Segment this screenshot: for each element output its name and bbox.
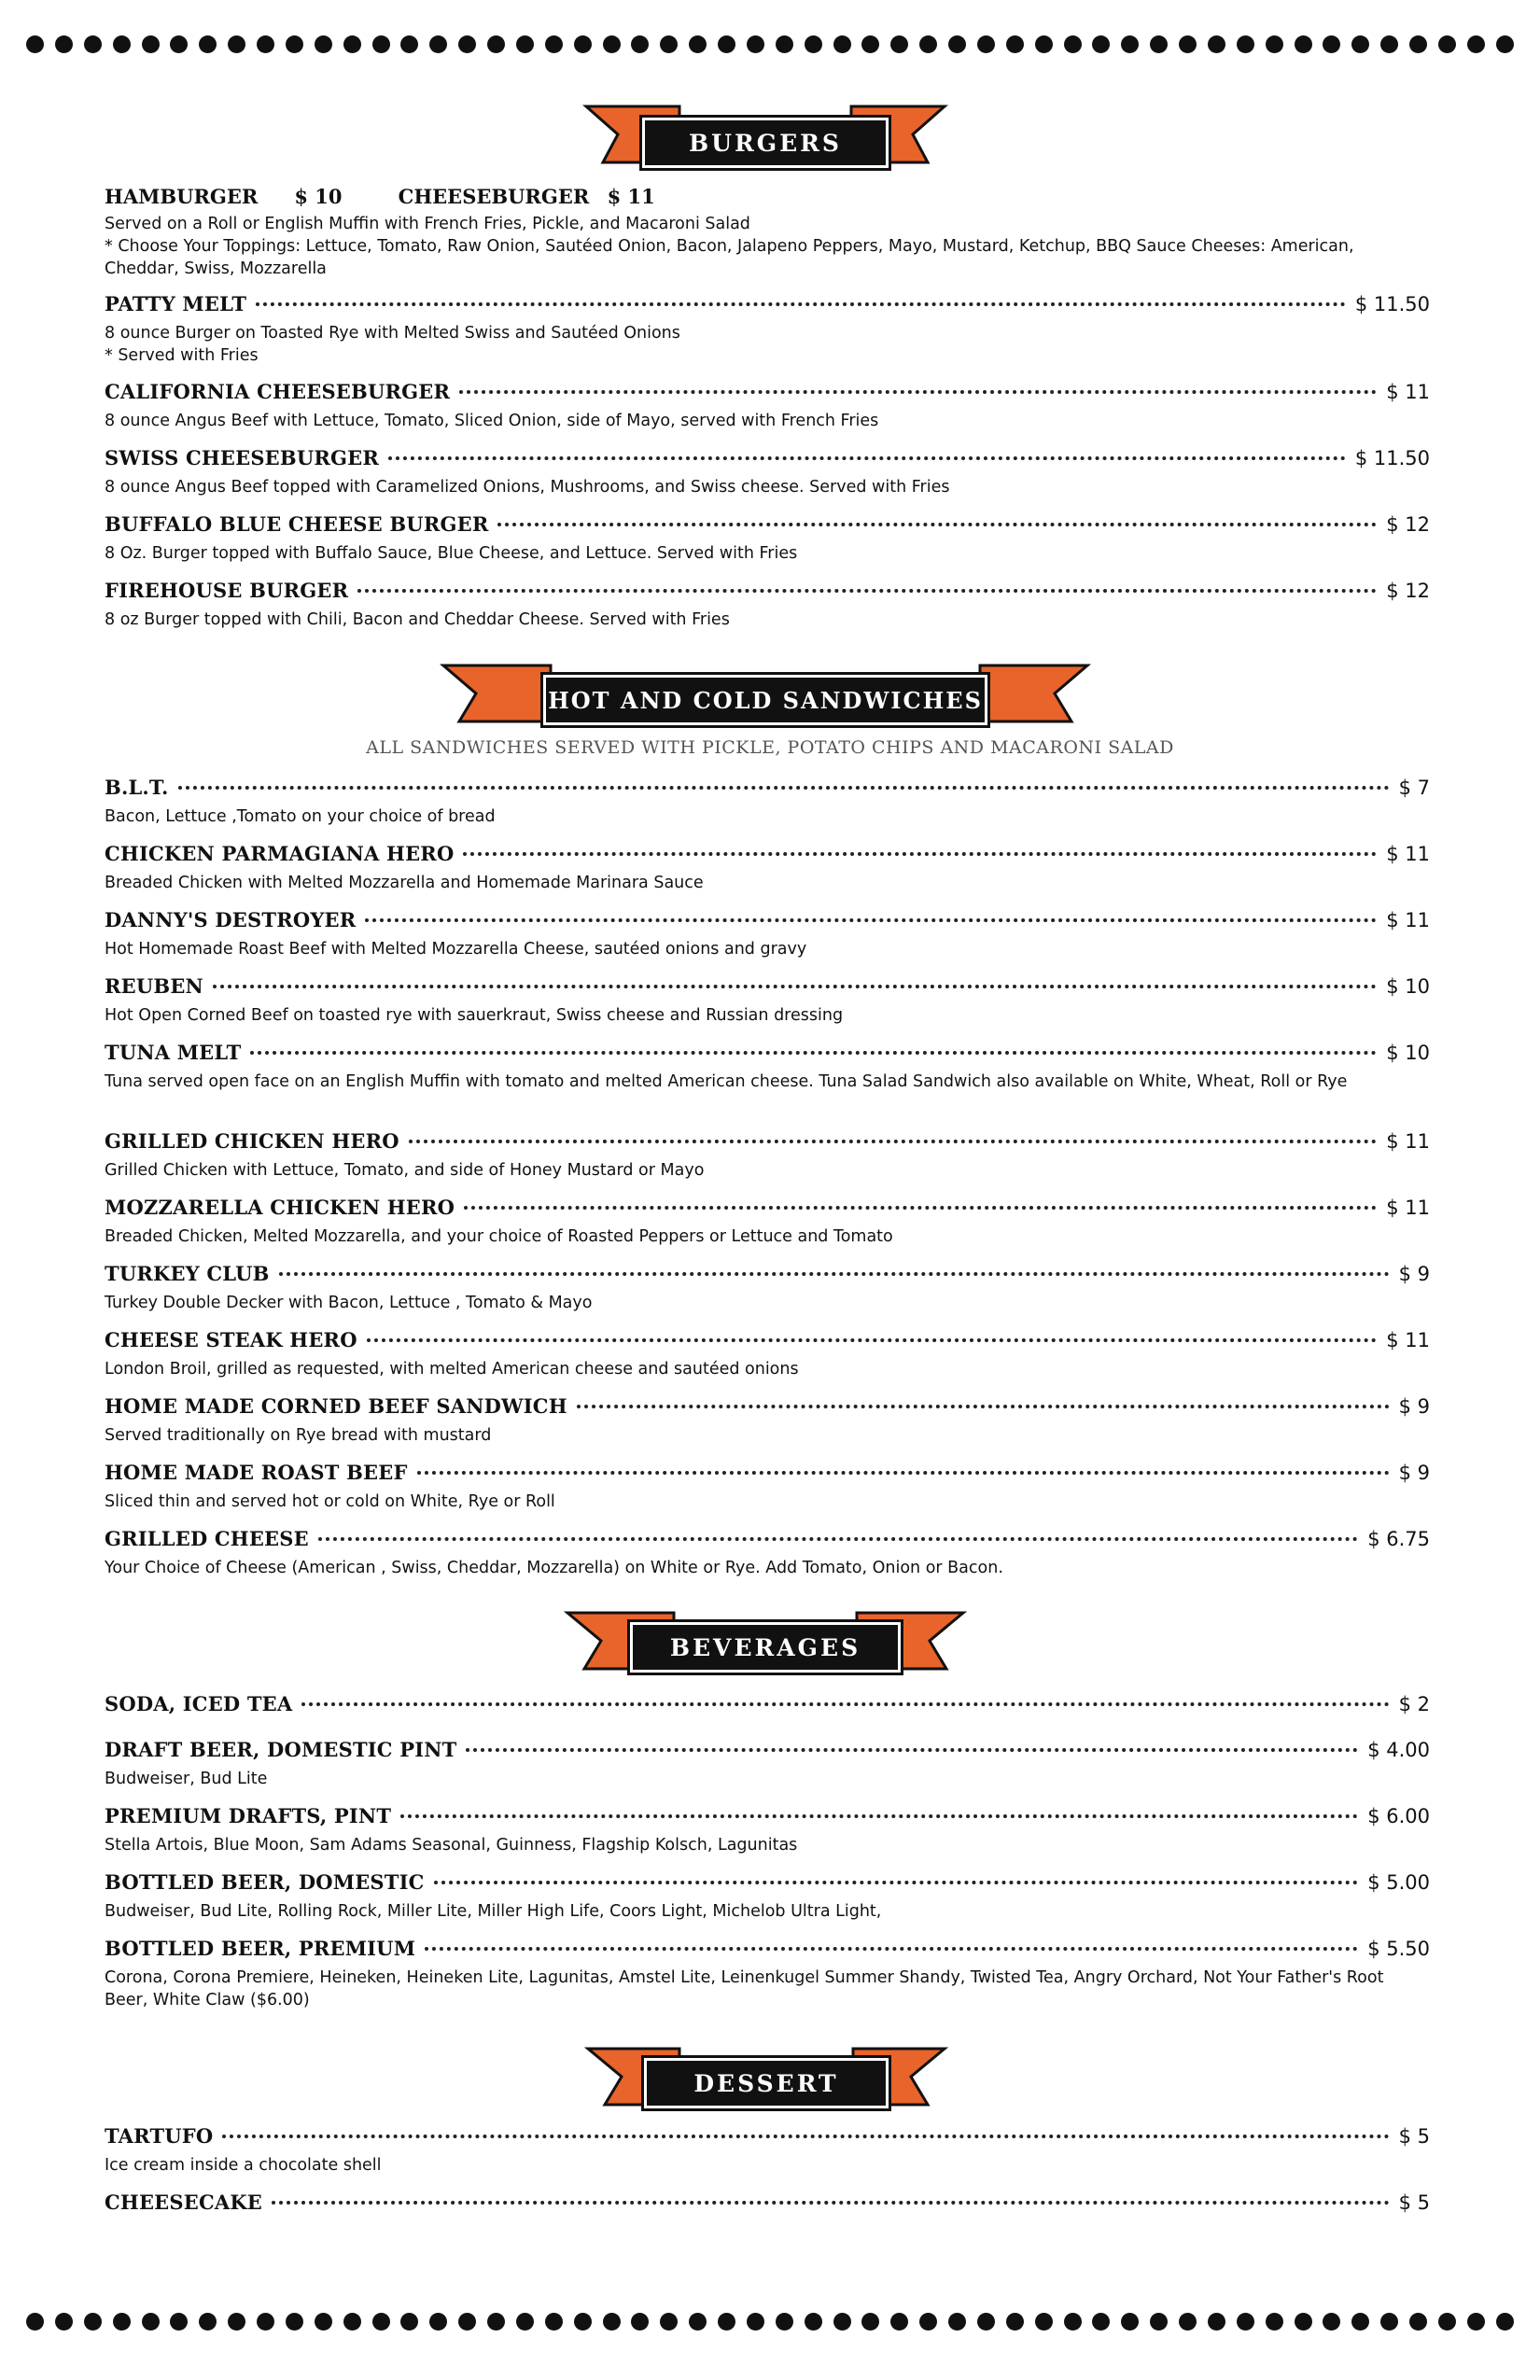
border-dot (1496, 35, 1514, 53)
item-price: $ 11 (1386, 1130, 1430, 1153)
border-dot (199, 2313, 217, 2331)
dot-leader (409, 1140, 1378, 1143)
menu-item-row (105, 446, 1430, 474)
border-dot (343, 2313, 361, 2331)
dot-leader (459, 390, 1377, 394)
item-price: $ 10 (1386, 1042, 1430, 1064)
dessert-banner (0, 2041, 1540, 2125)
menu-item-row (105, 512, 1430, 540)
border-dot (718, 35, 735, 53)
menu-item (105, 1394, 1430, 1447)
dot-leader (318, 1537, 1358, 1541)
border-dot (257, 35, 274, 53)
border-dot (55, 2313, 73, 2331)
border-dot (747, 35, 764, 53)
border-dot (142, 35, 160, 53)
border-dot (890, 2313, 908, 2331)
border-dot (1237, 35, 1254, 53)
dot-leader (463, 852, 1377, 856)
dot-leader (434, 1881, 1359, 1884)
border-dot (1295, 2313, 1312, 2331)
menu-item-row (105, 579, 1430, 607)
border-dot (1150, 2313, 1168, 2331)
item-name: GRILLED CHICKEN HERO (105, 1129, 399, 1153)
menu-item (105, 1804, 1430, 1856)
menu-item (105, 579, 1430, 631)
border-dot (1323, 2313, 1340, 2331)
border-dot (660, 2313, 678, 2331)
item-price: $ 7 (1398, 777, 1430, 799)
menu-item (105, 1041, 1430, 1093)
item-price: $ 5.00 (1367, 1871, 1430, 1894)
menu-item-row (105, 1870, 1430, 1898)
menu-item (105, 1196, 1430, 1248)
menu-item-row (105, 1129, 1430, 1157)
item-description: Corona, Corona Premiere, Heineken, Heineken Lite, Lagunitas, Amstel Lite, Leinenkugel Summer Shandy, Twisted Tea, Angry Orchard, Not Your Father's Root Beer, White Claw ($6.00) (105, 1968, 1384, 2009)
border-dot (805, 35, 822, 53)
border-dot (1237, 2313, 1254, 2331)
border-dot (1266, 35, 1283, 53)
item-description: Hot Homemade Roast Beef with Melted Mozzarella Cheese, sautéed onions and gravy (105, 940, 807, 959)
border-dot (516, 2313, 534, 2331)
menu-item-row (105, 1804, 1430, 1832)
menu-item-row (105, 1461, 1430, 1489)
item-name: HOME MADE ROAST BEEF (105, 1461, 408, 1484)
menu-item-row (105, 292, 1430, 320)
item-price: $ 2 (1398, 1693, 1430, 1715)
menu-item (105, 2191, 1430, 2219)
border-dot (776, 2313, 793, 2331)
border-dot (257, 2313, 274, 2331)
item-name: REUBEN (105, 974, 203, 998)
border-dot (26, 35, 44, 53)
section-title: DESSERT (644, 2058, 889, 2108)
item-description: London Broil, grilled as requested, with melted American cheese and sautéed onions (105, 1360, 799, 1379)
menu-item (105, 842, 1430, 894)
border-dot (429, 35, 447, 53)
menu-item (105, 1692, 1430, 1720)
dot-leader (497, 523, 1377, 526)
border-dot (919, 35, 937, 53)
item-description: Tuna served open face on an English Muffin with tomato and melted American cheese. Tuna Salad Sandwich also available on White, Wheat, Roll or Rye (105, 1072, 1348, 1091)
item-description: Your Choice of Cheese (American , Swiss, Cheddar, Mozzarella) on White or Rye. Add Tomato, Onion or Bacon. (105, 1559, 1003, 1577)
dot-leader (365, 918, 1377, 922)
menu-item-row (105, 842, 1430, 870)
dot-leader (400, 1814, 1358, 1818)
item-price: $ 11 (1386, 1197, 1430, 1219)
item-description: Breaded Chicken, Melted Mozzarella, and your choice of Roasted Peppers or Lettuce and Tomato (105, 1227, 893, 1246)
border-dot (487, 35, 505, 53)
item-name: TARTUFO (105, 2124, 214, 2148)
item-name: TURKEY CLUB (105, 1262, 270, 1285)
border-dot (429, 2313, 447, 2331)
border-dot (977, 2313, 995, 2331)
border-dot (1409, 35, 1427, 53)
item-description: Turkey Double Decker with Bacon, Lettuce , Tomato & Mayo (105, 1294, 593, 1312)
item-name: DANNY'S DESTROYER (105, 908, 357, 931)
border-dot (660, 35, 678, 53)
dot-leader (178, 786, 1390, 790)
item-price: $ 11.50 (1354, 447, 1430, 469)
item-name: B.L.T. (105, 776, 169, 799)
item-name: CHICKEN PARMAGIANA HERO (105, 842, 455, 865)
hamburger-price: $ 10 (294, 185, 343, 208)
menu-item (105, 1527, 1430, 1579)
item-description: Ice cream inside a chocolate shell (105, 2156, 382, 2175)
item-name: CHEESECAKE (105, 2191, 263, 2214)
border-dot (1035, 2313, 1053, 2331)
border-dot (1323, 35, 1340, 53)
item-name: CHEESE STEAK HERO (105, 1328, 357, 1351)
dot-leader (357, 589, 1377, 593)
border-dot (400, 2313, 418, 2331)
burgers-banner (0, 101, 1540, 185)
item-name: CALIFORNIA CHEESEBURGER (105, 380, 451, 403)
item-name: FIREHOUSE BURGER (105, 579, 349, 602)
menu-item-row (105, 1328, 1430, 1356)
item-description: Breaded Chicken with Melted Mozzarella and Homemade Marinara Sauce (105, 874, 704, 892)
item-description: 8 ounce Burger on Toasted Rye with Melted Swiss and Sautéed Onions * Served with Fries (105, 324, 680, 365)
border-dot (84, 2313, 102, 2331)
border-dot (1351, 2313, 1369, 2331)
border-dot (199, 35, 217, 53)
dot-leader (279, 1272, 1390, 1276)
dot-leader (256, 302, 1346, 306)
item-price: $ 9 (1398, 1462, 1430, 1484)
border-dot (689, 2313, 707, 2331)
border-dot (776, 35, 793, 53)
item-description: 8 oz Burger topped with Chili, Bacon and Cheddar Cheese. Served with Fries (105, 610, 730, 629)
burger-toppings-desc: * Choose Your Toppings: Lettuce, Tomato, Raw Onion, Sautéed Onion, Bacon, Jalapeno Peppers, Mayo, Mustard, Ketchup, BBQ Sauce Cheeses: American, Cheddar, Swiss, Mozzarella (105, 237, 1354, 278)
section-title: HOT AND COLD SANDWICHES (543, 675, 987, 725)
menu-item (105, 1738, 1430, 1790)
border-dot (516, 35, 534, 53)
item-description: Stella Artois, Blue Moon, Sam Adams Seasonal, Guinness, Flagship Kolsch, Lagunitas (105, 1836, 798, 1855)
border-dot (1064, 2313, 1082, 2331)
top-dot-border (26, 34, 1514, 54)
border-dot (343, 35, 361, 53)
border-dot (1092, 2313, 1110, 2331)
menu-item (105, 292, 1430, 367)
border-dot (458, 35, 476, 53)
menu-item (105, 776, 1430, 828)
item-price: $ 9 (1398, 1395, 1430, 1418)
item-name: SODA, ICED TEA (105, 1692, 293, 1715)
border-dot (805, 2313, 822, 2331)
dot-leader (367, 1338, 1378, 1342)
menu-item (105, 512, 1430, 565)
border-dot (1438, 2313, 1456, 2331)
menu-item (105, 1262, 1430, 1314)
menu-item (105, 380, 1430, 432)
border-dot (315, 2313, 332, 2331)
border-dot (545, 35, 563, 53)
border-dot (833, 35, 851, 53)
item-description: Budweiser, Bud Lite, Rolling Rock, Miller Lite, Miller High Life, Coors Light, Michelob Ultra Light, (105, 1902, 882, 1921)
border-dot (1092, 35, 1110, 53)
border-dot (228, 2313, 245, 2331)
item-price: $ 12 (1386, 513, 1430, 536)
menu-item-row (105, 1394, 1430, 1422)
dot-leader (301, 1702, 1389, 1706)
item-name: GRILLED CHEESE (105, 1527, 309, 1550)
item-price: $ 5 (1398, 2125, 1430, 2148)
border-dot (228, 35, 245, 53)
border-dot (919, 2313, 937, 2331)
menu-item-row (105, 1738, 1430, 1766)
menu-item-row (105, 2124, 1430, 2152)
border-dot (113, 2313, 131, 2331)
item-description: Served traditionally on Rye bread with mustard (105, 1426, 492, 1445)
bottom-dot-border (26, 2311, 1514, 2331)
menu-item-row (105, 776, 1430, 804)
menu-item (105, 2124, 1430, 2177)
item-price: $ 5.50 (1367, 1938, 1430, 1960)
menu-item-row (105, 1262, 1430, 1290)
item-price: $ 11 (1386, 909, 1430, 931)
border-dot (861, 2313, 879, 2331)
dot-leader (417, 1471, 1390, 1475)
border-dot (458, 2313, 476, 2331)
dot-leader (222, 2135, 1389, 2138)
menu-item-row (105, 974, 1430, 1002)
border-dot (1496, 2313, 1514, 2331)
border-dot (55, 35, 73, 53)
item-name: BOTTLED BEER, DOMESTIC (105, 1870, 425, 1894)
border-dot (689, 35, 707, 53)
border-dot (1208, 35, 1225, 53)
item-description: Hot Open Corned Beef on toasted rye with sauerkraut, Swiss cheese and Russian dressing (105, 1006, 844, 1025)
border-dot (948, 2313, 966, 2331)
border-dot (1179, 2313, 1197, 2331)
border-dot (1266, 2313, 1283, 2331)
menu-item-row (105, 380, 1430, 408)
border-dot (286, 2313, 303, 2331)
border-dot (1006, 35, 1024, 53)
sandwich-note: ALL SANDWICHES SERVED WITH PICKLE, POTATO CHIPS AND MACARONI SALAD (366, 737, 1174, 758)
menu-item-row (105, 1041, 1430, 1069)
menu-item (105, 1937, 1430, 2011)
item-price: $ 6.00 (1367, 1805, 1430, 1827)
border-dot (861, 35, 879, 53)
item-price: $ 5 (1398, 2191, 1430, 2214)
menu-item-row (105, 908, 1430, 936)
border-dot (170, 35, 188, 53)
menu-item-row (105, 1527, 1430, 1555)
border-dot (718, 2313, 735, 2331)
menu-item (105, 1129, 1430, 1182)
border-dot (631, 2313, 649, 2331)
item-name: DRAFT BEER, DOMESTIC PINT (105, 1738, 457, 1761)
border-dot (1467, 35, 1485, 53)
item-name: TUNA MELT (105, 1041, 242, 1064)
item-description: 8 Oz. Burger topped with Buffalo Sauce, Blue Cheese, and Lettuce. Served with Fries (105, 544, 798, 563)
item-name: BOTTLED BEER, PREMIUM (105, 1937, 416, 1960)
item-description: Budweiser, Bud Lite (105, 1770, 268, 1788)
burger-served-desc: Served on a Roll or English Muffin with French Fries, Pickle, and Macaroni Salad (105, 215, 750, 233)
dot-leader (250, 1051, 1377, 1055)
border-dot (1351, 35, 1369, 53)
dot-leader (425, 1947, 1358, 1951)
item-price: $ 11 (1386, 843, 1430, 865)
dot-leader (388, 456, 1346, 460)
border-dot (1064, 35, 1082, 53)
section-title: BURGERS (642, 118, 889, 168)
item-price: $ 9 (1398, 1263, 1430, 1285)
item-description: 8 ounce Angus Beef with Lettuce, Tomato, Sliced Onion, side of Mayo, served with French Fries (105, 412, 879, 430)
border-dot (26, 2313, 44, 2331)
border-dot (833, 2313, 851, 2331)
border-dot (372, 2313, 390, 2331)
border-dot (1179, 35, 1197, 53)
border-dot (400, 35, 418, 53)
border-dot (747, 2313, 764, 2331)
burger-base-block (105, 185, 1430, 280)
border-dot (372, 35, 390, 53)
border-dot (1121, 35, 1139, 53)
border-dot (1006, 2313, 1024, 2331)
border-dot (545, 2313, 563, 2331)
item-price: $ 11 (1386, 1329, 1430, 1351)
border-dot (1295, 35, 1312, 53)
border-dot (1150, 35, 1168, 53)
item-name: HOME MADE CORNED BEEF SANDWICH (105, 1394, 567, 1418)
menu-item (105, 1870, 1430, 1923)
menu-item (105, 908, 1430, 960)
border-dot (170, 2313, 188, 2331)
border-dot (574, 35, 592, 53)
menu-item (105, 1461, 1430, 1513)
border-dot (977, 35, 995, 53)
border-dot (315, 35, 332, 53)
item-name: PATTY MELT (105, 292, 247, 315)
border-dot (948, 35, 966, 53)
dot-leader (464, 1206, 1377, 1210)
item-name: PREMIUM DRAFTS, PINT (105, 1804, 392, 1827)
menu-item-row (105, 1196, 1430, 1224)
border-dot (1380, 2313, 1398, 2331)
item-price: $ 10 (1386, 975, 1430, 998)
item-description: Bacon, Lettuce ,Tomato on your choice of bread (105, 807, 496, 826)
beverages-banner (0, 1605, 1540, 1689)
border-dot (1438, 35, 1456, 53)
border-dot (890, 35, 908, 53)
border-dot (1467, 2313, 1485, 2331)
item-description: Sliced thin and served hot or cold on White, Rye or Roll (105, 1492, 555, 1511)
item-name: MOZZARELLA CHICKEN HERO (105, 1196, 455, 1219)
dot-leader (577, 1405, 1390, 1408)
menu-item-row (105, 1937, 1430, 1965)
menu-item (105, 1328, 1430, 1380)
border-dot (286, 35, 303, 53)
item-name: SWISS CHEESEBURGER (105, 446, 380, 469)
hamburger-name: HAMBURGER (105, 185, 259, 208)
item-price: $ 11 (1386, 381, 1430, 403)
border-dot (142, 2313, 160, 2331)
border-dot (631, 35, 649, 53)
cheeseburger-price: $ 11 (607, 185, 655, 208)
dot-leader (466, 1748, 1358, 1752)
border-dot (1121, 2313, 1139, 2331)
item-price: $ 6.75 (1367, 1528, 1430, 1550)
border-dot (113, 35, 131, 53)
menu-item-row (105, 1692, 1430, 1720)
dot-leader (272, 2201, 1390, 2205)
border-dot (487, 2313, 505, 2331)
border-dot (1380, 35, 1398, 53)
menu-item (105, 974, 1430, 1027)
dot-leader (213, 985, 1377, 988)
border-dot (603, 35, 621, 53)
item-price: $ 4.00 (1367, 1739, 1430, 1761)
border-dot (603, 2313, 621, 2331)
border-dot (574, 2313, 592, 2331)
item-description: Grilled Chicken with Lettuce, Tomato, and side of Honey Mustard or Mayo (105, 1161, 705, 1180)
sandwiches-banner (0, 658, 1540, 742)
border-dot (1035, 35, 1053, 53)
menu-item-row (105, 2191, 1430, 2219)
item-price: $ 12 (1386, 580, 1430, 602)
item-description: 8 ounce Angus Beef topped with Caramelized Onions, Mushrooms, and Swiss cheese. Served with Fries (105, 478, 950, 497)
border-dot (1208, 2313, 1225, 2331)
item-name: BUFFALO BLUE CHEESE BURGER (105, 512, 489, 536)
border-dot (1409, 2313, 1427, 2331)
menu-item (105, 446, 1430, 498)
border-dot (84, 35, 102, 53)
item-price: $ 11.50 (1354, 293, 1430, 315)
section-title: BEVERAGES (630, 1622, 901, 1673)
cheeseburger-name: CHEESEBURGER (398, 185, 590, 208)
